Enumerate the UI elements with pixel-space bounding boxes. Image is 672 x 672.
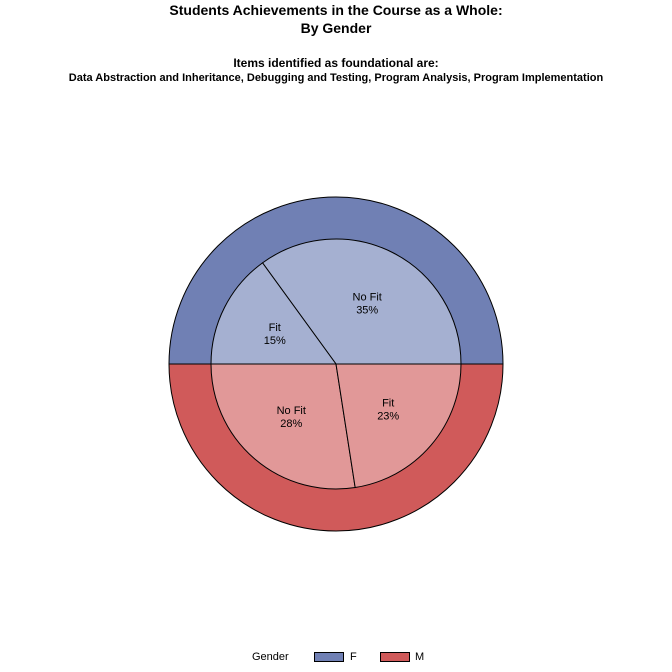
chart-title: Students Achievements in the Course as a Whole:: [169, 2, 503, 18]
slice-label-f-no-fit: No Fit: [352, 291, 382, 304]
slice-pct-f-no-fit: 35%: [356, 304, 379, 317]
legend-swatch-m: [380, 652, 410, 662]
legend-label-f: F: [350, 651, 357, 663]
footnote-heading: Items identified as foundational are:: [233, 56, 439, 70]
slice-pct-m-no-fit: 28%: [280, 418, 303, 431]
slice-label-m-fit: Fit: [382, 397, 395, 410]
legend-title: Gender: [252, 651, 289, 663]
slice-label-m-no-fit: No Fit: [276, 405, 306, 418]
chart-subtitle: By Gender: [300, 20, 372, 36]
legend-swatch-f: [314, 652, 344, 662]
legend-label-m: M: [415, 651, 425, 663]
legend: [0, 650, 672, 666]
slice-pct-m-fit: 23%: [377, 410, 400, 423]
footnote-items: Data Abstraction and Inheritance, Debugging and Testing, Program Analysis, Program Implementation: [68, 72, 604, 84]
slice-label-f-fit: Fit: [268, 321, 281, 334]
slice-pct-f-fit: 15%: [263, 334, 286, 347]
